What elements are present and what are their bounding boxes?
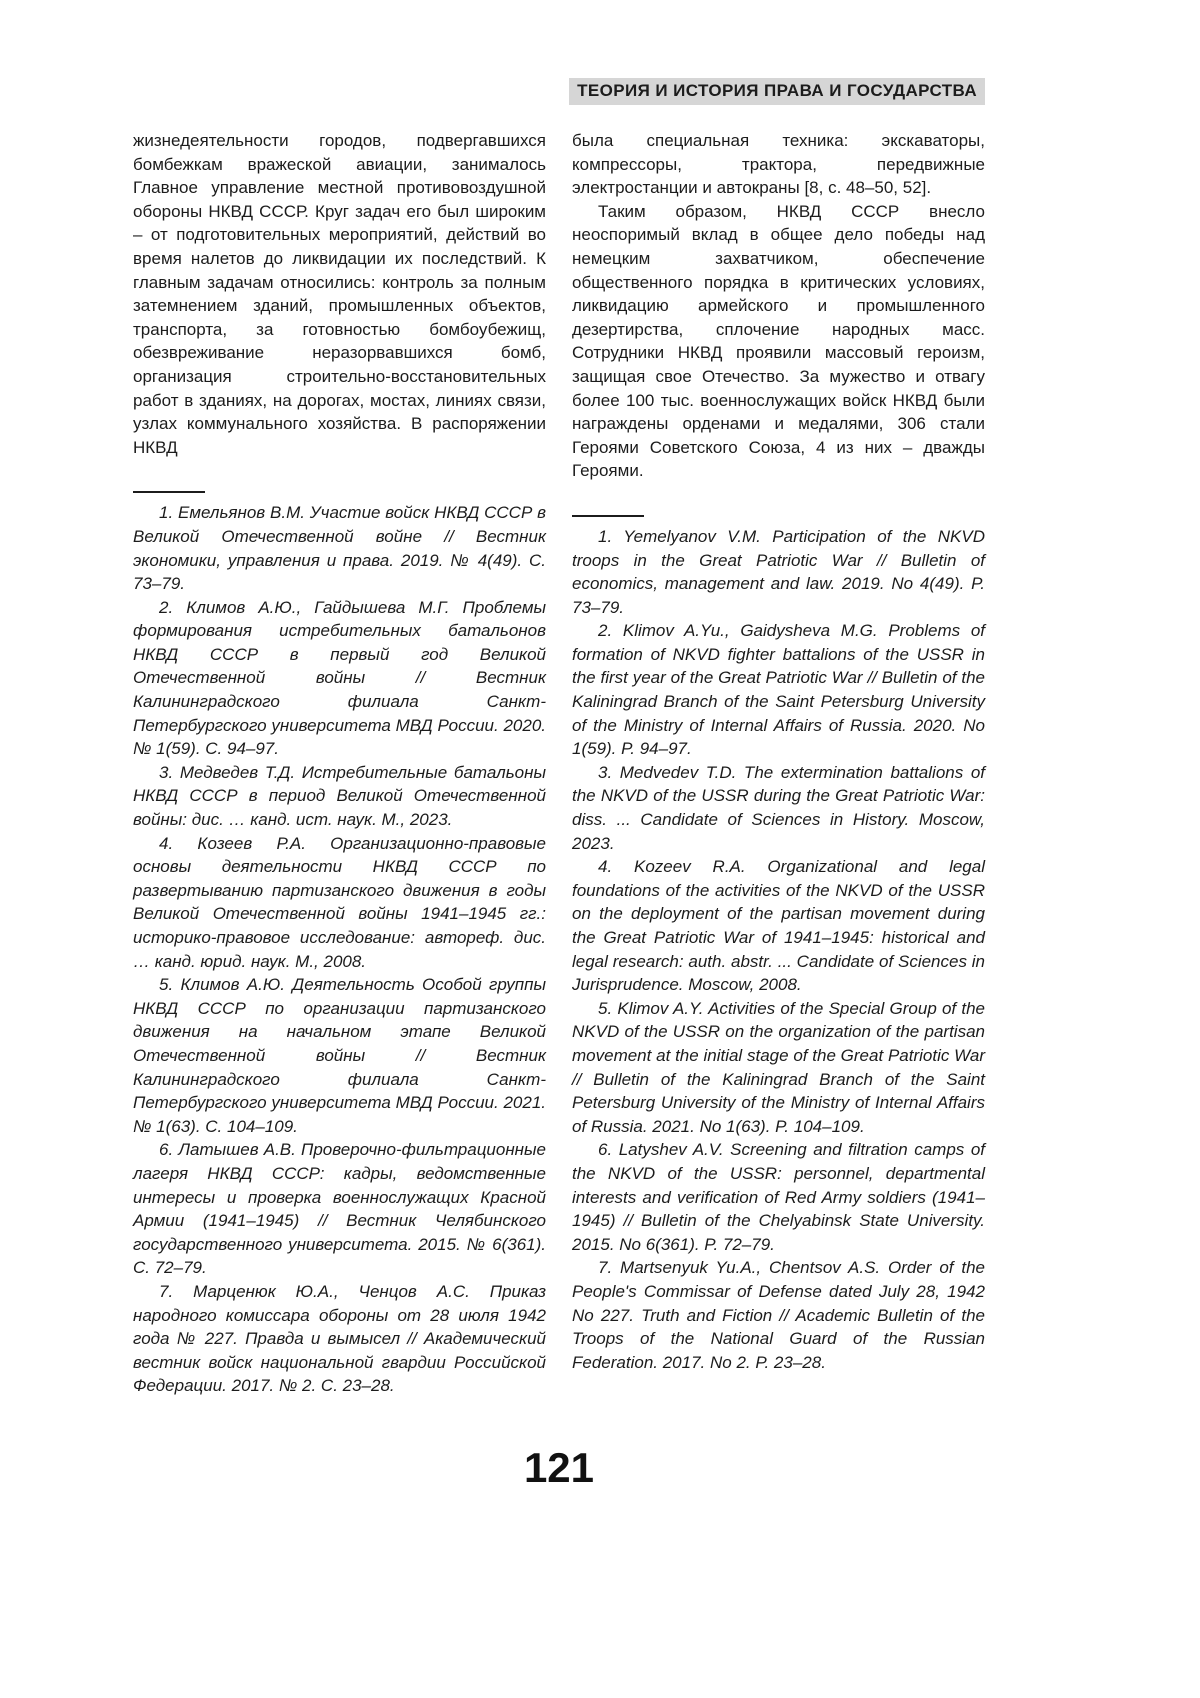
page-number: 121 <box>523 1443 595 1491</box>
body-paragraph: Таким образом, НКВД СССР внесло неоспоримый вклад в общее дело победы над немецким захватчиком, обеспечение общественного порядка в критических условиях, ликвидацию армейского и промышленного дезертирства, сплочение народных масс. Сотрудники НКВД проявили массовый героизм, защищая свое Отечество. За мужество и отвагу более 100 тыс. военнослужащих войск НКВД были награждены орденами и медалями, 306 стали Героями Советского Союза, 4 из них – дважды Героями. <box>572 201 985 481</box>
body-paragraph: была специальная техника: экскаваторы, компрессоры, трактора, передвижные электростанции и автокраны [8, с. 48–50, 52]. <box>572 131 985 198</box>
reference-item: 1. Yemelyanov V.M. Participation of the NKVD troops in the Great Patriotic War // Bulletin of economics, management and law. 2019. No 4(49). P. 73–79. <box>572 526 985 617</box>
header-row <box>133 78 985 105</box>
footnote-separator <box>133 491 205 493</box>
reference-item: 4. Kozeev R.A. Organizational and legal foundations of the activities of the NKVD of the USSR on the deployment of the partisan movement during the Great Patriotic War of 1941–1945: historical and legal research: auth. abstr. ... Candidate of Sciences in Jurisprudence. Moscow, 2008. <box>572 857 985 995</box>
reference-item: 2. Klimov A.Yu., Gaidysheva M.G. Problems of formation of NKVD fighter battalions of the USSR in the first year of the Great Patriotic War // Bulletin of the Kaliningrad Branch of the Saint Petersburg University of the Ministry of Internal Affairs of Russia. 2020. No 1(59). P. 94–97. <box>572 621 985 759</box>
reference-item: 7. Марценюк Ю.А., Ченцов А.С. Приказ народного комиссара обороны от 28 июля 1942 года № 227. Правда и вымысел // Академический вестник войск национальной гвардии Российской Федерации. 2017. № 2. С. 23–28. <box>133 1281 546 1396</box>
two-column-layout <box>133 129 985 1398</box>
references-ru <box>133 501 546 1398</box>
reference-item: 7. Martsenyuk Yu.A., Chentsov A.S. Order of the People's Commissar of Defense dated July 28, 1942 No 227. Truth and Fiction // Academic Bulletin of the Troops of the National Guard of the Russian Federation. 2017. No 2. P. 23–28. <box>572 1258 985 1372</box>
reference-item: 1. Емельянов В.М. Участие войск НКВД СССР в Великой Отечественной войне // Вестник экономики, управления и права. 2019. № 4(49). С. 73–79. <box>133 503 546 594</box>
references-en <box>572 525 985 1374</box>
footnote-separator <box>572 515 644 517</box>
reference-item: 4. Козеев Р.А. Организационно-правовые основы деятельности НКВД СССР по развертыванию партизанского движения в годы Великой Отечественной войны 1941–1945 гг.: историко-правовое исследование: автореф. дис. … канд. юрид. наук. М., 2008. <box>133 833 546 971</box>
reference-item: 6. Латышев А.В. Проверочно-фильтрационные лагеря НКВД СССР: кадры, ведомственные интересы и проверка военнослужащих Красной Армии (1941–1945) // Вестник Челябинского государственного университета. 2015. № 6(361). С. 72–79. <box>133 1140 546 1278</box>
reference-item: 3. Medvedev T.D. The extermination battalions of the NKVD of the USSR during the Great Patriotic War: diss. ... Candidate of Sciences in History. Moscow, 2023. <box>572 762 985 853</box>
reference-item: 5. Klimov A.Y. Activities of the Special Group of the NKVD of the USSR on the organization of the partisan movement at the initial stage of the Great Patriotic War // Bulletin of the Kaliningrad Branch of the Saint Petersburg University of the Ministry of Internal Affairs of Russia. 2021. No 1(63). P. 104–109. <box>572 998 985 1136</box>
left-column <box>133 129 546 1398</box>
reference-item: 6. Latyshev A.V. Screening and filtration camps of the NKVD of the USSR: personnel, departmental interests and verification of Red Army soldiers (1941–1945) // Bulletin of the Chelyabinsk State University. 2015. No 6(361). P. 72–79. <box>572 1140 985 1254</box>
reference-item: 3. Медведев Т.Д. Истребительные батальоны НКВД СССР в период Великой Отечественной войны: дис. … канд. ист. наук. М., 2023. <box>133 762 546 830</box>
running-head: ТЕОРИЯ И ИСТОРИЯ ПРАВА И ГОСУДАРСТВА <box>569 78 985 105</box>
body-paragraph: жизнедеятельности городов, подвергавшихся бомбежкам вражеской авиации, занималось Главное управление местной противовоздушной обороны НКВД СССР. Круг задач его был широким – от подготовительных мероприятий, действий во время налетов до ликвидации их последствий. К главным задачам относились: контроль за полным затемнением зданий, промышленных объектов, транспорта, за готовностью бомбоубежищ, обезвреживание неразорвавшихся бомб, организация строительно-восстановительных работ в зданиях, на дорогах, мостах, линиях связи, узлах коммунального хозяйства. В распоряжении НКВД <box>133 131 546 457</box>
reference-item: 2. Климов А.Ю., Гайдышева М.Г. Проблемы формирования истребительных батальонов НКВД СССР в первый год Великой Отечественной войны // Вестник Калининградского филиала Санкт-Петербургского университета МВД России. 2020. № 1(59). С. 94–97. <box>133 597 546 759</box>
reference-item: 5. Климов А.Ю. Деятельность Особой группы НКВД СССР по организации партизанского движения на начальном этапе Великой Отечественной войны // Вестник Калининградского филиала Санкт-Петербургского университета МВД России. 2021. № 1(63). С. 104–109. <box>133 975 546 1136</box>
right-column <box>572 129 985 1398</box>
